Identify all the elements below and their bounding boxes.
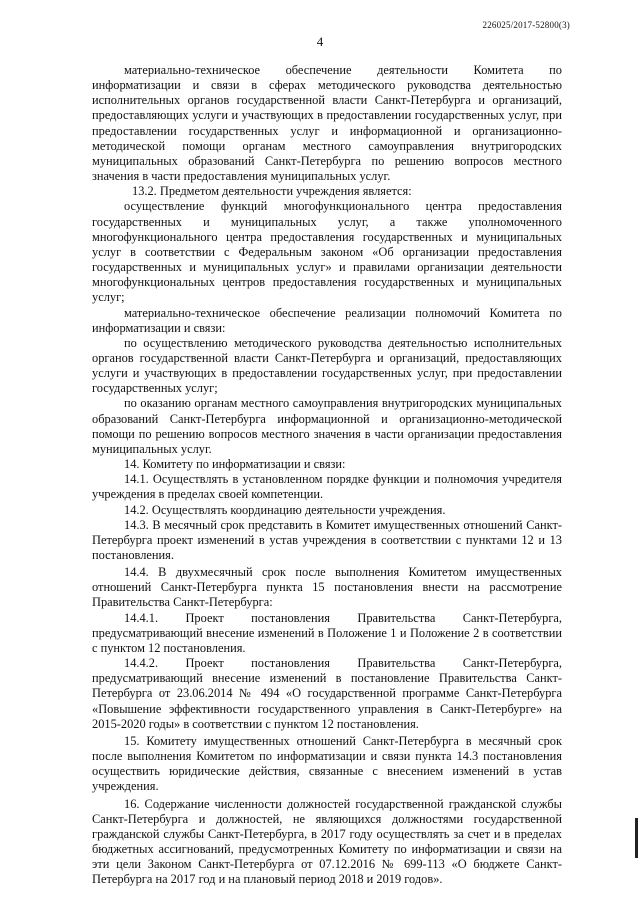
paragraph-14-2: 14.2. Осуществлять координацию деятельности учреждения. — [124, 502, 446, 517]
paragraph-13-2: 13.2. Предметом деятельности учреждения является: — [132, 184, 412, 199]
paragraph-14-4-1: 14.4.1. Проект постановления Правительства Санкт-Петербурга, предусматривающий внесение изменений в Положение 1 и Положение 2 в соответствии с пунктом 12 постановления. — [92, 610, 562, 655]
paragraph-14-4: 14.4. В двухмесячный срок после выполнения Комитетом имущественных отношений Санкт-Петербурга пункта 15 постановления внести на рассмотрение Правительства Санкт-Петербурга: — [92, 565, 562, 610]
paragraph-mfc-functions: осуществление функций многофункционального центра предоставления государственных и муниципальных услуг, а также уполномоченного многофункционального центра предоставления государственных и муниципальных услуг в соответствии с Федеральным законом «Об организации предоставления государственных и муниципальных услуг» и правилами организации деятельности многофункциональных центров предоставления государственных и муниципальных услуг; — [92, 199, 562, 305]
paragraph-14-1: 14.1. Осуществлять в установленном порядке функции и полномочия учредителя учреждения в пределах своей компетенции. — [92, 472, 562, 502]
scan-edge-mark — [635, 818, 638, 858]
paragraph-local-government-help: по оказанию органам местного самоуправления внутригородских муниципальных образований Санкт-Петербурга информационной и организационно-методической помощи по решению вопросов местного значения в части организации предоставления муниципальных услуг. — [92, 396, 562, 456]
paragraph-14-4-2: 14.4.2. Проект постановления Правительства Санкт-Петербурга, предусматривающий внесение изменений в постановление Правительства Санкт-Петербурга от 23.06.2014 № 494 «О государственной программе Санкт-Петербурга «Повышение эффективности государственного управления в Санкт-Петербурге» на 2015-2020 годы» в соответствии с пунктом 12 постановления. — [92, 656, 562, 731]
document-body — [92, 63, 562, 887]
page-number: 4 — [316, 34, 324, 49]
paragraph-16: 16. Содержание численности должностей государственной гражданской службы Санкт-Петербурга и должностей, не являющихся должностями государственной гражданской службы Санкт-Петербурга, в 2017 году осуществлять за счет и в пределах бюджетных ассигнований, предусмотренных Комитету по информатизации и связи на эти цели Законом Санкт-Петербурга от 07.12.2016 № 699-113 «О бюджете Санкт-Петербурга на 2017 год и на плановый период 2018 и 2019 годов». — [92, 796, 562, 887]
paragraph-15: 15. Комитету имущественных отношений Санкт-Петербурга в месячный срок после выполнения Комитетом по информатизации и связи пункта 14.3 постановления осуществить юридические действия, связанные с внесением изменений в устав учреждения. — [92, 733, 562, 794]
paragraph-14-3: 14.3. В месячный срок представить в Комитет имущественных отношений Санкт-Петербурга проект изменений в устав учреждения в соответствии с пунктами 12 и 13 постановления. — [92, 517, 562, 562]
paragraph-methodical-guidance: по осуществлению методического руководства деятельностью исполнительных органов государственной власти Санкт-Петербурга и организаций, предоставляющих услуги и участвующих в предоставлении государственных услуг, при предоставлении государственных услуг; — [92, 335, 562, 396]
document-number: 226025/2017-52800(3) — [482, 20, 570, 30]
paragraph-13-1-cont: материально-техническое обеспечение деятельности Комитета по информатизации и связи в сферах методического руководства деятельностью исполнительных органов государственной власти Санкт-Петербурга и организаций, предоставляющих услуги и участвующих в предоставлении государственных услуг, при предоставлении государственных услуг и информационной и организационно-методической помощи органам местного самоуправления внутригородских муниципальных образований Санкт-Петербурга по решению вопросов местного значения в части предоставления муниципальных услуг. — [92, 63, 562, 184]
paragraph-14: 14. Комитету по информатизации и связи: — [124, 457, 346, 472]
paragraph-material-support: материально-техническое обеспечение реализации полномочий Комитета по информатизации и связи: — [92, 305, 562, 335]
